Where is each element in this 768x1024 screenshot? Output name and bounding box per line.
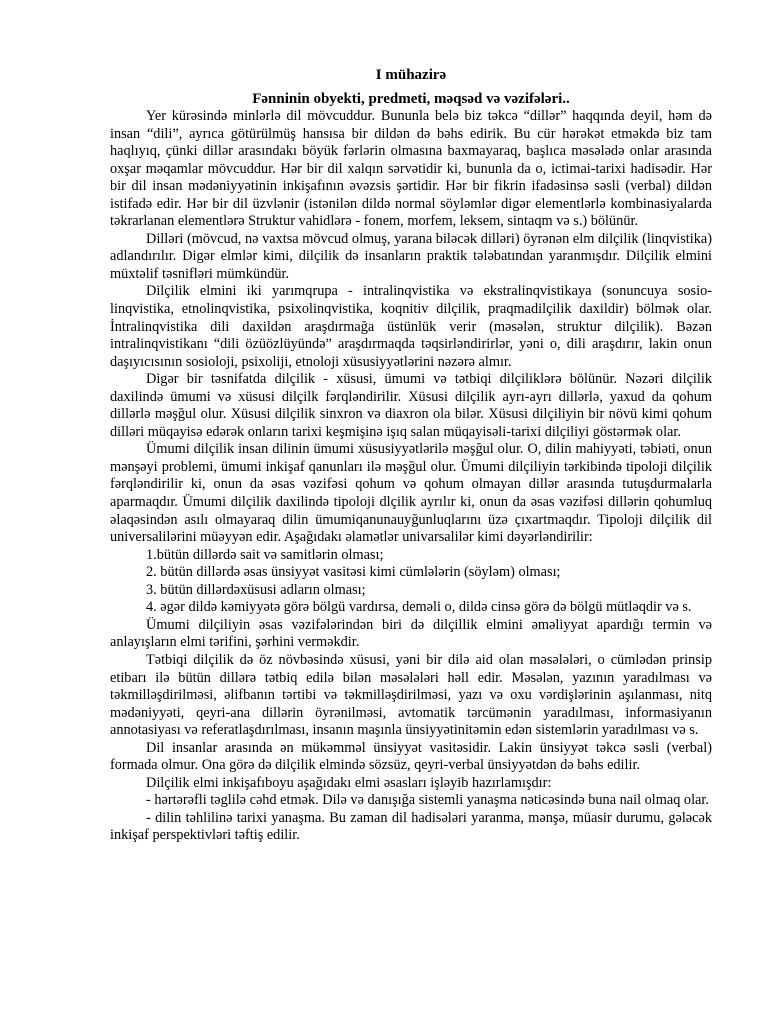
- lecture-title: I mühazirə: [375, 67, 447, 83]
- paragraph: Dilləri (mövcud, nə vaxtsa mövcud olmuş, yarana biləcək dilləri) öyrənən elm dilçilik (linqvistika) adlandırılır. Digər elmlər kimi, dilçilik də insanların praktik tələbatından yaranmışdır. Dilçilik elmini müxtəlif təsnifləri mümkündür.: [110, 230, 712, 282]
- document-body: [110, 108, 712, 845]
- paragraph: Dilçilik elmi inkişafıboyu aşağıdakı elmi əsasları işləyib hazırlamışdır:: [146, 774, 552, 791]
- paragraph: - dilin təhlilinə tarixi yanaşma. Bu zaman dil hadisələri yaranma, mənşə, müasir durumu, gələcək inkişaf perspektivləri təftiş edilir.: [110, 809, 712, 844]
- list-item: 4. əgər dildə kəmiyyətə görə bölgü vardırsa, deməli o, dildə cinsə görə də bölgü mütləqdir və s.: [146, 599, 692, 616]
- paragraph: - hərtərəfli təglilə cəhd etmək. Dilə və danışığa sistemli yanaşma nəticəsində buna nail olmaq olar.: [146, 792, 709, 809]
- paragraph: Digər bir təsnifatda dilçilik - xüsusi, ümumi və tətbiqi dilçiliklərə bölünür. Nəzəri dilçilik daxilində ümumi və xüsusi dilçilk fərqləndirilir. Xüsusi dilçilik ayrı-ayrı dillərlə, yaxud da qohum dillərlə məşğul olur. Xüsusi dilçilik sinxron və diaxron ola bilər. Xüsusi dilçiliyin bir növü kimi qohum dilləri müqayisə edərək onların tarixi keşmişinə işıq salan müqayisəli-tarixi dilçiliyi göstərmək olar.: [110, 371, 712, 440]
- paragraph: Tətbiqi dilçilik də öz növbəsində xüsusi, yəni bir dilə aid olan məsələləri, o cümlədən prinsip etibarı ilə bütün dillərə tətbiq edilə bilən məsələləri həll edir. Məsələn, yazının yaradılması və təkmilləşdirilməsi, əlifbanın tərtibi və təkmilləşdirilməsi, yazı və oxu vərdişlərinin aşılanması, nitq mədəniyyəti, qeyri-ana dillərin öyrənilməsi, avtomatik tərcümənin yaradılması, informasiyanın annotasiyası və referatlaşdırılması, insanın maşınla ünsiyyətinitəmin edən sistemlərin yaradılması və s.: [110, 651, 712, 739]
- paragraph: Yer kürəsində minlərlə dil mövcuddur. Bununla belə biz təkcə “dillər” haqqında deyil, həm də insan “dili”, ayrıca götürülmüş hansısa bir dildən də bəhs edirik. Bu cür hərəkət etməkdə biz tam haqlıyıq, çünki dillər arasındakı böyük fərlərin olmasına baxmayaraq, başlıca məsələdə onlar arasında oxşar məqamlar mövcuddur. Hər bir dil xalqın sərvətidir ki, bununla da o, ictimai-tarixi hadisədir. Hər bir dil insan mədəniyyətinin inkişafının əvəzsis şərtidir. Hər bir fikrin ifadəsinsə səsli (verbal) dildən istifadə edir. Hər bir dil üzvlənir (istənilən dildə normal söyləmlər digər elementlərlə kombinasiyalarda təkrarlanan elementlərə Struktur vahidlərə - fonem, morfem, leksem, sintaqm və s.) bölünür.: [110, 108, 712, 230]
- list-item: 2. bütün dillərdə əsas ünsiyyət vasitəsi kimi cümlələrin (söyləm) olması;: [146, 564, 561, 581]
- paragraph: Dil insanlar arasında ən mükəmməl ünsiyyət vasitəsidir. Lakin ünsiyyət təkcə səsli (verbal) formada olmur. Ona görə də dilçilik elmində sözsüz, qeyri-verbal ünsiyyətdən də bəhs edilir.: [110, 739, 712, 774]
- lecture-subtitle: Fənninin obyekti, predmeti, məqsəd və vəzifələri..: [252, 91, 570, 107]
- paragraph: Ümumi dilçilik insan dilinin ümumi xüsusiyyətlərilə məşğul olur. O, dilin mahiyyəti, təbiəti, onun mənşəyi problemi, ümumi inkişaf qanunları ilə məşğul olur. Ümumi dilçiliyin tərkibində tipoloji dilçilik fərqləndirilir ki, onun da əsas vəzifəsi qohum və qohum olmayan dillər arasında tutuşdurmalarla aparmaqdır. Ümumi dilçilik daxilində tipoloji dlçilik ayrılır ki, onun da əsas vəzifəsi dillərin qohumluq əlaqəsindən asılı olmayaraq dilin ümumiqanunauyğunluqlarını üzə çıxartmaqdır. Tipoloji dilçilik dil universalilərini müəyyən edir. Aşağıdakı əlamətlər univarsalilər kimi dəyərləndirilir:: [110, 441, 712, 546]
- list-item: 1.bütün dillərdə sait və samitlərin olması;: [146, 546, 384, 563]
- list-item: 3. bütün dillərdəxüsusi adların olması;: [146, 581, 366, 598]
- paragraph: Dilçilik elmini iki yarımqrupa - intralinqvistika və ekstralinqvistikaya (sonuncuya sosio-linqvistika, etnolinqvistika, psixolinqvistika, koqnitiv dilçilik, praqmadilçilik daxildir) bölmək olar. İntralinqvistika dili daxildən araşdırmağa üstünlük verir (məsələn, struktur dilçilik). Bəzən intralinqvistikanı “dili özüözlüyündə” araşdırmaqda təqsirləndirirlər, yəni o, dili araşdırır, lakin onun daşıyıcısının sosioloji, psixoliji, etnoloji xüsusiyyətlərini nəzərə almır.: [110, 283, 712, 370]
- paragraph: Ümumi dilçiliyin əsas vəzifələrindən biri də dilçillik elmini əməliyyat apardığı termin və anlayışların elmi tərifini, şərhini verməkdir.: [110, 616, 712, 651]
